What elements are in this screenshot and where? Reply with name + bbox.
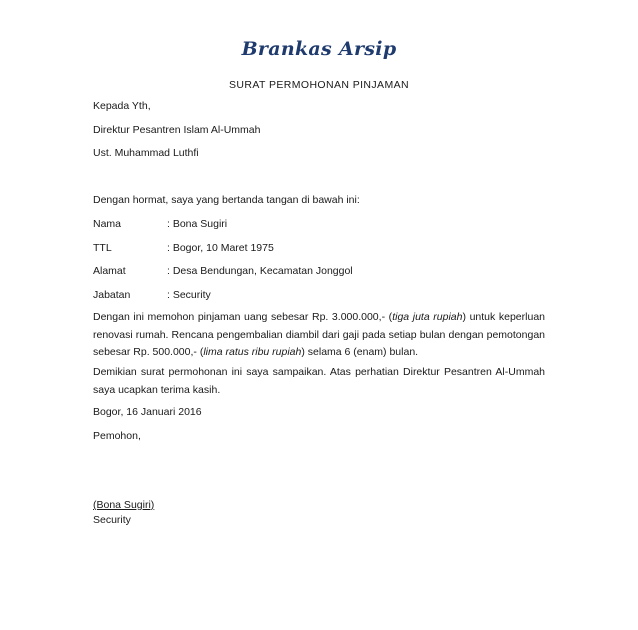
field-row-name bbox=[93, 218, 227, 230]
recipient-greeting: Kepada Yth, bbox=[93, 100, 151, 112]
field-label: Jabatan bbox=[93, 289, 131, 301]
request-paragraph bbox=[93, 309, 545, 362]
field-label: TTL bbox=[93, 242, 112, 254]
field-value: : Security bbox=[167, 289, 211, 301]
recipient-name: Ust. Muhammad Luthfi bbox=[93, 147, 199, 159]
field-row-address bbox=[93, 265, 353, 277]
installment-in-words: lima ratus ribu rupiah bbox=[203, 346, 302, 358]
applicant-label: Pemohon, bbox=[93, 430, 141, 442]
body-text: ) untuk keperluan renovasi rumah. Rencana pengembalian diambil dari gaji pada setiap bulan dengan pemotongan sebesar Rp. 500.000,- ( bbox=[93, 311, 545, 358]
field-row-ttl bbox=[93, 242, 274, 254]
brand-logo-text: Brankas Arsip bbox=[241, 38, 397, 60]
field-row-position bbox=[93, 289, 211, 301]
signature-name: (Bona Sugiri) bbox=[93, 499, 155, 511]
field-label: Alamat bbox=[93, 265, 126, 277]
body-text: Dengan ini memohon pinjaman uang sebesar Rp. 3.000.000,- ( bbox=[93, 311, 393, 323]
field-value: : Desa Bendungan, Kecamatan Jonggol bbox=[167, 265, 353, 277]
body-text: ) selama 6 (enam) bulan. bbox=[301, 346, 419, 358]
closing-paragraph: Demikian surat permohonan ini saya sampaikan. Atas perhatian Direktur Pesantren Al-Ummah saya ucapkan terima kasih. bbox=[93, 366, 545, 396]
recipient-org: Direktur Pesantren Islam Al-Ummah bbox=[93, 124, 261, 136]
letter-title: SURAT PERMOHONAN PINJAMAN bbox=[229, 79, 409, 91]
amount-in-words: tiga juta rupiah bbox=[392, 311, 463, 323]
field-value: : Bogor, 10 Maret 1975 bbox=[167, 242, 274, 254]
field-label: Nama bbox=[93, 218, 122, 230]
field-value: : Bona Sugiri bbox=[167, 218, 228, 230]
signature-position: Security bbox=[93, 514, 131, 526]
place-date: Bogor, 16 Januari 2016 bbox=[93, 406, 202, 418]
opening-line: Dengan hormat, saya yang bertanda tangan di bawah ini: bbox=[93, 194, 360, 206]
